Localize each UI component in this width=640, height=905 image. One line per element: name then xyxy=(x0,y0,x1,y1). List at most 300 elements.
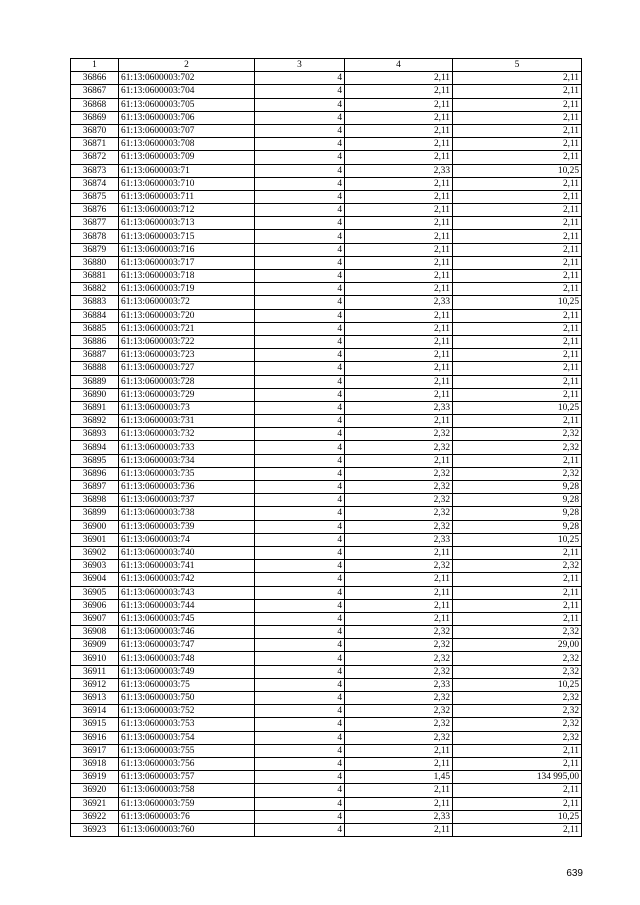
amount-cell: 2,11 xyxy=(453,612,582,625)
cadastral-number-cell: 61:13:0600003:76 xyxy=(119,810,255,823)
amount-cell: 10,25 xyxy=(453,296,582,309)
table-row xyxy=(71,533,582,546)
table-row xyxy=(71,520,582,533)
table-row xyxy=(71,573,582,586)
cadastral-number-cell: 61:13:0600003:73 xyxy=(119,401,255,414)
row-number-cell: 36906 xyxy=(71,599,119,612)
category-cell: 4 xyxy=(255,797,345,810)
amount-cell: 2,11 xyxy=(453,256,582,269)
amount-cell: 9,28 xyxy=(453,520,582,533)
cadastral-number-cell: 61:13:0600003:715 xyxy=(119,230,255,243)
amount-cell: 134 995,00 xyxy=(453,771,582,784)
cadastral-number-cell: 61:13:0600003:735 xyxy=(119,467,255,480)
category-cell: 4 xyxy=(255,375,345,388)
amount-cell: 2,11 xyxy=(453,415,582,428)
category-cell: 4 xyxy=(255,138,345,151)
amount-cell: 2,11 xyxy=(453,190,582,203)
category-cell: 4 xyxy=(255,151,345,164)
value-cell: 2,11 xyxy=(345,111,453,124)
value-cell: 2,33 xyxy=(345,533,453,546)
table-row xyxy=(71,85,582,98)
table-row xyxy=(71,151,582,164)
amount-cell: 10,25 xyxy=(453,533,582,546)
amount-cell: 2,11 xyxy=(453,573,582,586)
amount-cell: 2,11 xyxy=(453,217,582,230)
category-cell: 4 xyxy=(255,481,345,494)
category-cell: 4 xyxy=(255,415,345,428)
table-row xyxy=(71,375,582,388)
table-row xyxy=(71,428,582,441)
column-header-1: 1 xyxy=(71,59,119,72)
table-row xyxy=(71,784,582,797)
row-number-cell: 36903 xyxy=(71,560,119,573)
value-cell: 2,32 xyxy=(345,626,453,639)
value-cell: 2,11 xyxy=(345,204,453,217)
amount-cell: 2,11 xyxy=(453,744,582,757)
table-row xyxy=(71,415,582,428)
table-row xyxy=(71,138,582,151)
table-row xyxy=(71,322,582,335)
value-cell: 2,32 xyxy=(345,494,453,507)
cadastral-number-cell: 61:13:0600003:758 xyxy=(119,784,255,797)
table-row xyxy=(71,256,582,269)
category-cell: 4 xyxy=(255,533,345,546)
cadastral-number-cell: 61:13:0600003:721 xyxy=(119,322,255,335)
category-cell: 4 xyxy=(255,85,345,98)
table-row xyxy=(71,810,582,823)
cadastral-number-cell: 61:13:0600003:728 xyxy=(119,375,255,388)
category-cell: 4 xyxy=(255,639,345,652)
amount-cell: 2,11 xyxy=(453,98,582,111)
cadastral-number-cell: 61:13:0600003:71 xyxy=(119,164,255,177)
amount-cell: 2,11 xyxy=(453,243,582,256)
table-row xyxy=(71,586,582,599)
row-number-cell: 36923 xyxy=(71,823,119,836)
table-row xyxy=(71,401,582,414)
amount-cell: 2,11 xyxy=(453,111,582,124)
row-number-cell: 36921 xyxy=(71,797,119,810)
cadastral-number-cell: 61:13:0600003:702 xyxy=(119,72,255,85)
table-row xyxy=(71,335,582,348)
category-cell: 4 xyxy=(255,72,345,85)
row-number-cell: 36890 xyxy=(71,388,119,401)
category-cell: 4 xyxy=(255,586,345,599)
cadastral-number-cell: 61:13:0600003:717 xyxy=(119,256,255,269)
row-number-cell: 36880 xyxy=(71,256,119,269)
amount-cell: 2,11 xyxy=(453,797,582,810)
table-row xyxy=(71,494,582,507)
table-row xyxy=(71,731,582,744)
table-row xyxy=(71,692,582,705)
table-row xyxy=(71,507,582,520)
value-cell: 2,32 xyxy=(345,507,453,520)
value-cell: 2,11 xyxy=(345,309,453,322)
row-number-cell: 36911 xyxy=(71,665,119,678)
cadastral-number-cell: 61:13:0600003:729 xyxy=(119,388,255,401)
row-number-cell: 36918 xyxy=(71,757,119,770)
cadastral-number-cell: 61:13:0600003:759 xyxy=(119,797,255,810)
category-cell: 4 xyxy=(255,771,345,784)
amount-cell: 2,32 xyxy=(453,626,582,639)
cadastral-number-cell: 61:13:0600003:720 xyxy=(119,309,255,322)
row-number-cell: 36910 xyxy=(71,652,119,665)
cadastral-number-cell: 61:13:0600003:743 xyxy=(119,586,255,599)
amount-cell: 2,32 xyxy=(453,441,582,454)
value-cell: 2,11 xyxy=(345,138,453,151)
row-number-cell: 36885 xyxy=(71,322,119,335)
category-cell: 4 xyxy=(255,731,345,744)
table-row xyxy=(71,177,582,190)
row-number-cell: 36877 xyxy=(71,217,119,230)
column-header-2: 2 xyxy=(119,59,255,72)
table-row xyxy=(71,204,582,217)
category-cell: 4 xyxy=(255,349,345,362)
table-row xyxy=(71,757,582,770)
value-cell: 2,33 xyxy=(345,296,453,309)
cadastral-number-cell: 61:13:0600003:752 xyxy=(119,705,255,718)
category-cell: 4 xyxy=(255,309,345,322)
cadastral-number-cell: 61:13:0600003:709 xyxy=(119,151,255,164)
row-number-cell: 36879 xyxy=(71,243,119,256)
cadastral-number-cell: 61:13:0600003:736 xyxy=(119,481,255,494)
value-cell: 2,11 xyxy=(345,217,453,230)
value-cell: 1,45 xyxy=(345,771,453,784)
row-number-cell: 36913 xyxy=(71,692,119,705)
amount-cell: 2,11 xyxy=(453,586,582,599)
cadastral-number-cell: 61:13:0600003:719 xyxy=(119,283,255,296)
amount-cell: 2,32 xyxy=(453,718,582,731)
row-number-cell: 36919 xyxy=(71,771,119,784)
table-row xyxy=(71,771,582,784)
amount-cell: 2,11 xyxy=(453,546,582,559)
category-cell: 4 xyxy=(255,243,345,256)
value-cell: 2,11 xyxy=(345,823,453,836)
category-cell: 4 xyxy=(255,599,345,612)
table-row xyxy=(71,652,582,665)
value-cell: 2,32 xyxy=(345,639,453,652)
row-number-cell: 36922 xyxy=(71,810,119,823)
cadastral-number-cell: 61:13:0600003:712 xyxy=(119,204,255,217)
table-row xyxy=(71,705,582,718)
row-number-cell: 36907 xyxy=(71,612,119,625)
table-row xyxy=(71,612,582,625)
category-cell: 4 xyxy=(255,204,345,217)
value-cell: 2,11 xyxy=(345,586,453,599)
cadastral-number-cell: 61:13:0600003:731 xyxy=(119,415,255,428)
row-number-cell: 36889 xyxy=(71,375,119,388)
category-cell: 4 xyxy=(255,296,345,309)
amount-cell: 2,11 xyxy=(453,335,582,348)
amount-cell: 2,11 xyxy=(453,230,582,243)
cadastral-number-cell: 61:13:0600003:750 xyxy=(119,692,255,705)
amount-cell: 2,11 xyxy=(453,362,582,375)
amount-cell: 2,32 xyxy=(453,705,582,718)
value-cell: 2,32 xyxy=(345,481,453,494)
table-row xyxy=(71,744,582,757)
table-row xyxy=(71,309,582,322)
value-cell: 2,32 xyxy=(345,705,453,718)
table-row xyxy=(71,243,582,256)
cadastral-number-cell: 61:13:0600003:718 xyxy=(119,270,255,283)
cadastral-number-cell: 61:13:0600003:723 xyxy=(119,349,255,362)
category-cell: 4 xyxy=(255,692,345,705)
value-cell: 2,11 xyxy=(345,283,453,296)
value-cell: 2,32 xyxy=(345,467,453,480)
category-cell: 4 xyxy=(255,177,345,190)
row-number-cell: 36900 xyxy=(71,520,119,533)
cadastral-number-cell: 61:13:0600003:738 xyxy=(119,507,255,520)
value-cell: 2,11 xyxy=(345,375,453,388)
amount-cell: 2,11 xyxy=(453,599,582,612)
amount-cell: 10,25 xyxy=(453,164,582,177)
table-row xyxy=(71,111,582,124)
amount-cell: 2,32 xyxy=(453,428,582,441)
cadastral-number-cell: 61:13:0600003:716 xyxy=(119,243,255,256)
category-cell: 4 xyxy=(255,362,345,375)
data-table xyxy=(70,58,582,837)
amount-cell: 2,11 xyxy=(453,349,582,362)
cadastral-number-cell: 61:13:0600003:741 xyxy=(119,560,255,573)
value-cell: 2,32 xyxy=(345,441,453,454)
amount-cell: 2,32 xyxy=(453,467,582,480)
amount-cell: 2,11 xyxy=(453,72,582,85)
row-number-cell: 36888 xyxy=(71,362,119,375)
cadastral-number-cell: 61:13:0600003:749 xyxy=(119,665,255,678)
row-number-cell: 36916 xyxy=(71,731,119,744)
value-cell: 2,32 xyxy=(345,520,453,533)
cadastral-number-cell: 61:13:0600003:706 xyxy=(119,111,255,124)
amount-cell: 10,25 xyxy=(453,401,582,414)
category-cell: 4 xyxy=(255,573,345,586)
table-row xyxy=(71,270,582,283)
row-number-cell: 36887 xyxy=(71,349,119,362)
table-row xyxy=(71,124,582,137)
table-row xyxy=(71,362,582,375)
value-cell: 2,11 xyxy=(345,151,453,164)
value-cell: 2,11 xyxy=(345,757,453,770)
category-cell: 4 xyxy=(255,428,345,441)
table-row xyxy=(71,283,582,296)
amount-cell: 2,11 xyxy=(453,757,582,770)
row-number-cell: 36870 xyxy=(71,124,119,137)
value-cell: 2,11 xyxy=(345,454,453,467)
value-cell: 2,32 xyxy=(345,731,453,744)
category-cell: 4 xyxy=(255,784,345,797)
table-row xyxy=(71,454,582,467)
table-row xyxy=(71,718,582,731)
category-cell: 4 xyxy=(255,705,345,718)
category-cell: 4 xyxy=(255,823,345,836)
cadastral-number-cell: 61:13:0600003:711 xyxy=(119,190,255,203)
category-cell: 4 xyxy=(255,652,345,665)
category-cell: 4 xyxy=(255,612,345,625)
row-number-cell: 36892 xyxy=(71,415,119,428)
amount-cell: 2,11 xyxy=(453,138,582,151)
row-number-cell: 36881 xyxy=(71,270,119,283)
cadastral-number-cell: 61:13:0600003:760 xyxy=(119,823,255,836)
cadastral-number-cell: 61:13:0600003:740 xyxy=(119,546,255,559)
cadastral-number-cell: 61:13:0600003:757 xyxy=(119,771,255,784)
cadastral-number-cell: 61:13:0600003:739 xyxy=(119,520,255,533)
row-number-cell: 36891 xyxy=(71,401,119,414)
category-cell: 4 xyxy=(255,217,345,230)
category-cell: 4 xyxy=(255,454,345,467)
cadastral-number-cell: 61:13:0600003:705 xyxy=(119,98,255,111)
value-cell: 2,32 xyxy=(345,560,453,573)
value-cell: 2,11 xyxy=(345,349,453,362)
row-number-cell: 36901 xyxy=(71,533,119,546)
value-cell: 2,32 xyxy=(345,718,453,731)
cadastral-number-cell: 61:13:0600003:745 xyxy=(119,612,255,625)
row-number-cell: 36902 xyxy=(71,546,119,559)
amount-cell: 9,28 xyxy=(453,507,582,520)
row-number-cell: 36873 xyxy=(71,164,119,177)
value-cell: 2,11 xyxy=(345,322,453,335)
category-cell: 4 xyxy=(255,665,345,678)
row-number-cell: 36914 xyxy=(71,705,119,718)
value-cell: 2,11 xyxy=(345,190,453,203)
amount-cell: 2,11 xyxy=(453,375,582,388)
row-number-cell: 36886 xyxy=(71,335,119,348)
category-cell: 4 xyxy=(255,164,345,177)
cadastral-number-cell: 61:13:0600003:733 xyxy=(119,441,255,454)
value-cell: 2,32 xyxy=(345,692,453,705)
table-row xyxy=(71,546,582,559)
category-cell: 4 xyxy=(255,626,345,639)
cadastral-number-cell: 61:13:0600003:737 xyxy=(119,494,255,507)
value-cell: 2,33 xyxy=(345,678,453,691)
row-number-cell: 36878 xyxy=(71,230,119,243)
table-row xyxy=(71,560,582,573)
category-cell: 4 xyxy=(255,401,345,414)
amount-cell: 2,11 xyxy=(453,454,582,467)
cadastral-number-cell: 61:13:0600003:727 xyxy=(119,362,255,375)
cadastral-number-cell: 61:13:0600003:748 xyxy=(119,652,255,665)
table-row xyxy=(71,72,582,85)
row-number-cell: 36866 xyxy=(71,72,119,85)
category-cell: 4 xyxy=(255,190,345,203)
table-row xyxy=(71,217,582,230)
cadastral-number-cell: 61:13:0600003:713 xyxy=(119,217,255,230)
table-row xyxy=(71,797,582,810)
value-cell: 2,11 xyxy=(345,415,453,428)
value-cell: 2,11 xyxy=(345,599,453,612)
amount-cell: 10,25 xyxy=(453,678,582,691)
amount-cell: 2,11 xyxy=(453,204,582,217)
value-cell: 2,11 xyxy=(345,98,453,111)
cadastral-number-cell: 61:13:0600003:754 xyxy=(119,731,255,744)
amount-cell: 2,32 xyxy=(453,560,582,573)
value-cell: 2,11 xyxy=(345,362,453,375)
table-row xyxy=(71,349,582,362)
amount-cell: 2,11 xyxy=(453,784,582,797)
value-cell: 2,11 xyxy=(345,573,453,586)
column-header-3: 3 xyxy=(255,59,345,72)
value-cell: 2,11 xyxy=(345,612,453,625)
category-cell: 4 xyxy=(255,810,345,823)
cadastral-number-cell: 61:13:0600003:756 xyxy=(119,757,255,770)
category-cell: 4 xyxy=(255,494,345,507)
amount-cell: 2,11 xyxy=(453,151,582,164)
row-number-cell: 36909 xyxy=(71,639,119,652)
row-number-cell: 36893 xyxy=(71,428,119,441)
category-cell: 4 xyxy=(255,283,345,296)
value-cell: 2,11 xyxy=(345,744,453,757)
row-number-cell: 36868 xyxy=(71,98,119,111)
row-number-cell: 36874 xyxy=(71,177,119,190)
cadastral-number-cell: 61:13:0600003:732 xyxy=(119,428,255,441)
cadastral-number-cell: 61:13:0600003:75 xyxy=(119,678,255,691)
category-cell: 4 xyxy=(255,718,345,731)
cadastral-number-cell: 61:13:0600003:744 xyxy=(119,599,255,612)
column-header-4: 4 xyxy=(345,59,453,72)
row-number-cell: 36915 xyxy=(71,718,119,731)
row-number-cell: 36898 xyxy=(71,494,119,507)
cadastral-number-cell: 61:13:0600003:755 xyxy=(119,744,255,757)
category-cell: 4 xyxy=(255,124,345,137)
cadastral-number-cell: 61:13:0600003:742 xyxy=(119,573,255,586)
header-row xyxy=(71,59,582,72)
value-cell: 2,11 xyxy=(345,177,453,190)
category-cell: 4 xyxy=(255,270,345,283)
amount-cell: 10,25 xyxy=(453,810,582,823)
category-cell: 4 xyxy=(255,335,345,348)
row-number-cell: 36884 xyxy=(71,309,119,322)
table-row xyxy=(71,639,582,652)
table-row xyxy=(71,823,582,836)
value-cell: 2,11 xyxy=(345,85,453,98)
amount-cell: 2,11 xyxy=(453,177,582,190)
row-number-cell: 36905 xyxy=(71,586,119,599)
cadastral-number-cell: 61:13:0600003:734 xyxy=(119,454,255,467)
category-cell: 4 xyxy=(255,757,345,770)
value-cell: 2,11 xyxy=(345,270,453,283)
category-cell: 4 xyxy=(255,467,345,480)
category-cell: 4 xyxy=(255,388,345,401)
value-cell: 2,11 xyxy=(345,256,453,269)
category-cell: 4 xyxy=(255,322,345,335)
value-cell: 2,11 xyxy=(345,230,453,243)
table-row xyxy=(71,441,582,454)
amount-cell: 2,32 xyxy=(453,652,582,665)
category-cell: 4 xyxy=(255,256,345,269)
cadastral-number-cell: 61:13:0600003:747 xyxy=(119,639,255,652)
table-row xyxy=(71,678,582,691)
value-cell: 2,33 xyxy=(345,401,453,414)
cadastral-number-cell: 61:13:0600003:753 xyxy=(119,718,255,731)
value-cell: 2,11 xyxy=(345,797,453,810)
row-number-cell: 36899 xyxy=(71,507,119,520)
row-number-cell: 36867 xyxy=(71,85,119,98)
value-cell: 2,32 xyxy=(345,652,453,665)
value-cell: 2,32 xyxy=(345,428,453,441)
table-row xyxy=(71,599,582,612)
value-cell: 2,11 xyxy=(345,243,453,256)
value-cell: 2,11 xyxy=(345,72,453,85)
value-cell: 2,11 xyxy=(345,335,453,348)
table-row xyxy=(71,626,582,639)
category-cell: 4 xyxy=(255,98,345,111)
table-row xyxy=(71,296,582,309)
category-cell: 4 xyxy=(255,678,345,691)
row-number-cell: 36875 xyxy=(71,190,119,203)
row-number-cell: 36896 xyxy=(71,467,119,480)
amount-cell: 2,11 xyxy=(453,309,582,322)
category-cell: 4 xyxy=(255,111,345,124)
category-cell: 4 xyxy=(255,560,345,573)
page-number: 639 xyxy=(566,868,583,879)
table-row xyxy=(71,190,582,203)
